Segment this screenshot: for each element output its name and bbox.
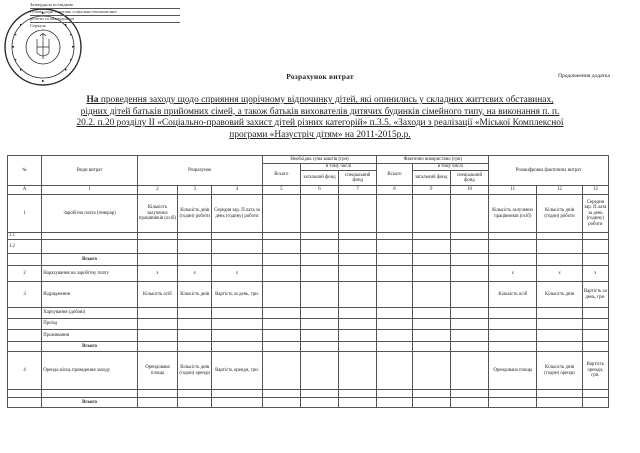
cell: [377, 342, 412, 352]
purpose-line-1: проведення заходу щодо сприяння щорічному відпочинку дітей, які опинились у складних життєвих обставинах,: [98, 95, 554, 105]
cell: [377, 254, 412, 266]
cell: [537, 308, 582, 319]
cell: [300, 308, 338, 319]
cell: [412, 308, 450, 319]
cell: [300, 254, 338, 266]
cell: [137, 233, 177, 240]
cell: [377, 233, 412, 240]
cell: [8, 342, 42, 352]
cell: [339, 330, 377, 342]
cell: [8, 330, 42, 342]
cell: [450, 266, 488, 282]
cell: [8, 319, 42, 330]
cell: [262, 308, 300, 319]
cell: [178, 342, 212, 352]
row2-x: х: [537, 266, 582, 282]
cell: [489, 330, 537, 342]
header-actual-special: спеціальний фонд: [450, 171, 488, 186]
col-number: 3: [178, 186, 212, 195]
row2-x: х: [137, 266, 177, 282]
row3-calc-cost: Вартість за день, грн.: [212, 282, 262, 308]
cell: [537, 319, 582, 330]
cell: [450, 233, 488, 240]
cell: [489, 254, 537, 266]
continuation-note: Продовження додатка: [557, 73, 610, 79]
cell: [582, 240, 608, 254]
col-number: 2: [137, 186, 177, 195]
cell: [178, 330, 212, 342]
row3-dec-cost: Вартість за день, грн.: [582, 282, 608, 308]
cell: [178, 308, 212, 319]
row1-dec-workers: Кількість залучених працівників (осіб): [489, 195, 537, 233]
total-label: Всього: [42, 342, 138, 352]
header-needed-general: загальний фонд: [300, 171, 338, 186]
cell: [300, 282, 338, 308]
cell: [300, 352, 338, 390]
cell: [262, 319, 300, 330]
row2-label: Нарахування на заробітну плату: [42, 266, 138, 282]
cell: [450, 254, 488, 266]
cell: [412, 240, 450, 254]
cell: [212, 342, 262, 352]
cell: [412, 398, 450, 408]
purpose-line-3: 20.2. п.20 розділу II «Соціально-правовий захист дітей різних категорій» п.3.5. «Заходи з реалізації «Міської Комплексної: [76, 118, 564, 128]
cell: [262, 254, 300, 266]
cell: [412, 330, 450, 342]
cell: [300, 195, 338, 233]
cell: [8, 390, 42, 398]
cell: [582, 319, 608, 330]
row3-dec-persons: Кількість осіб: [489, 282, 537, 308]
cell: [137, 390, 177, 398]
cell: [8, 254, 42, 266]
col-number: 12: [537, 186, 582, 195]
cell: [300, 266, 338, 282]
cell: [178, 398, 212, 408]
cell: [377, 390, 412, 398]
col-number: 9: [412, 186, 450, 195]
cell: [537, 240, 582, 254]
expense-table: [7, 155, 609, 408]
cell: [137, 254, 177, 266]
cell: [137, 308, 177, 319]
cell: [450, 342, 488, 352]
cell: [377, 330, 412, 342]
total-label: Всього: [42, 398, 138, 408]
cell: [450, 240, 488, 254]
cell: [377, 352, 412, 390]
approval-block: [30, 2, 180, 29]
header-decoding: Розшифровка фактичних витрат: [489, 156, 609, 186]
cell: [178, 254, 212, 266]
row3-calc-days: Кількість днів: [178, 282, 212, 308]
cell: [377, 282, 412, 308]
approval-line-2: Голова ради з питань соціально-економічної: [30, 9, 180, 16]
cell: [582, 330, 608, 342]
col-number: 5: [262, 186, 300, 195]
cell: [8, 308, 42, 319]
cell: [262, 195, 300, 233]
cell: [212, 398, 262, 408]
cell: [212, 254, 262, 266]
row4-label: Оренда місць проведення заходу: [42, 352, 138, 390]
cell: [339, 308, 377, 319]
cell: [537, 233, 582, 240]
row4-dec-area: Орендована площа: [489, 352, 537, 390]
cell: [212, 240, 262, 254]
cell: [412, 390, 450, 398]
header-actual-of-which: в тому числі: [412, 164, 488, 171]
cell: [450, 282, 488, 308]
cell: [450, 398, 488, 408]
cell: [137, 398, 177, 408]
cell: [582, 390, 608, 398]
cell: [450, 195, 488, 233]
row1-calc-wage: Середня зар. П.лата за день (годину) роботи: [212, 195, 262, 233]
row3-sub-meals: Харчування (добові): [42, 308, 138, 319]
cell: [262, 330, 300, 342]
header-needed-of-which: в тому числі: [300, 164, 377, 171]
header-types: Види витрат: [42, 156, 138, 186]
cell: [137, 330, 177, 342]
cell: [537, 254, 582, 266]
cell: [300, 233, 338, 240]
row2-no: 2: [8, 266, 42, 282]
sub-row-number: 1.1: [8, 233, 42, 240]
col-number: 8: [377, 186, 412, 195]
cell: [450, 352, 488, 390]
approval-line-4: Серкуль: [30, 23, 47, 28]
cell: [300, 319, 338, 330]
row1-dec-days: Кількість днів (годин) роботи: [537, 195, 582, 233]
cell: [262, 240, 300, 254]
cell: [450, 330, 488, 342]
cell: [137, 319, 177, 330]
cell: [339, 398, 377, 408]
purpose-paragraph: [20, 95, 620, 141]
cell: [377, 240, 412, 254]
cell: [412, 233, 450, 240]
cell: [489, 398, 537, 408]
row3-sub-lodging: Проживання: [42, 330, 138, 342]
row3-no: 3: [8, 282, 42, 308]
row4-dec-days: Кількість днів (годин) оренди: [537, 352, 582, 390]
row4-dec-cost: Вартість оренди, грн.: [582, 352, 608, 390]
sub-row-number: 1.2: [8, 240, 42, 254]
cell: [377, 266, 412, 282]
cell: [262, 266, 300, 282]
cell: [212, 330, 262, 342]
cell: [300, 398, 338, 408]
cell: [300, 342, 338, 352]
purpose-line-2: рідних дітей батьків прийомних сімей, а також батьків вихователів дитячих будинків сімейного типу, на виконання п. п.: [80, 106, 560, 117]
header-actual-total: Всього: [377, 164, 412, 186]
header-calc: Розрахунок: [137, 156, 262, 186]
cell: [489, 308, 537, 319]
cell: [377, 308, 412, 319]
row2-x: х: [178, 266, 212, 282]
cell: [42, 390, 138, 398]
cell: [212, 319, 262, 330]
row1-calc-days: Кількість днів (годин) роботи: [178, 195, 212, 233]
row3-dec-days: Кількість днів: [537, 282, 582, 308]
cell: [450, 319, 488, 330]
cell: [412, 352, 450, 390]
row4-calc-cost: Вартість оренди, грн.: [212, 352, 262, 390]
cell: [412, 266, 450, 282]
col-number: 7: [339, 186, 377, 195]
row1-label: Заробітна плата (генерар): [42, 195, 138, 233]
cell: [582, 254, 608, 266]
header-actual-general: загальний фонд: [412, 171, 450, 186]
cell: [178, 240, 212, 254]
cell: [262, 390, 300, 398]
cell: [582, 342, 608, 352]
header-needed: Необхідна сума коштів (грн): [262, 156, 377, 164]
cell: [412, 195, 450, 233]
cell: [262, 342, 300, 352]
cell: [377, 319, 412, 330]
header-needed-special: спеціальний фонд: [339, 171, 377, 186]
col-number: 10: [450, 186, 488, 195]
col-number: 6: [300, 186, 338, 195]
col-number: А: [8, 186, 42, 195]
cell: [412, 254, 450, 266]
row3-label: Відрядження: [42, 282, 138, 308]
row2-x: х: [582, 266, 608, 282]
cell: [489, 240, 537, 254]
cell: [537, 390, 582, 398]
cell: [178, 390, 212, 398]
row4-no: 4: [8, 352, 42, 390]
cell: [450, 390, 488, 398]
cell: [212, 308, 262, 319]
cell: [262, 398, 300, 408]
cell: [339, 266, 377, 282]
cell: [300, 240, 338, 254]
row1-no: 1: [8, 195, 42, 233]
cell: [8, 398, 42, 408]
row3-calc-persons: Кількість осіб: [137, 282, 177, 308]
cell: [42, 233, 138, 240]
header-actual: Фактично використано (грн): [377, 156, 489, 164]
cell: [339, 352, 377, 390]
cell: [412, 342, 450, 352]
cell: [212, 390, 262, 398]
cell: [178, 319, 212, 330]
approval-line-1: Затвердила посвідкою: [30, 2, 180, 9]
row1-dec-wage: Середня зар. П.лата за день (годину) роботи: [582, 195, 608, 233]
cell: [377, 398, 412, 408]
header-no: №: [8, 156, 42, 186]
cell: [489, 390, 537, 398]
document-title: Розрахунок витрат: [286, 72, 354, 81]
cell: [339, 319, 377, 330]
cell: [537, 342, 582, 352]
total-label: Всього: [42, 254, 138, 266]
cell: [489, 319, 537, 330]
purpose-lead: На: [86, 95, 99, 105]
purpose-line-4: програми «Назустріч дітям» на 2011-2015р.р.: [229, 129, 411, 140]
cell: [300, 390, 338, 398]
col-number: 11: [489, 186, 537, 195]
cell: [300, 330, 338, 342]
col-number: 13: [582, 186, 608, 195]
cell: [537, 330, 582, 342]
col-number: 1: [42, 186, 138, 195]
cell: [212, 233, 262, 240]
row2-x: х: [489, 266, 537, 282]
cell: [450, 308, 488, 319]
cell: [262, 352, 300, 390]
cell: [339, 195, 377, 233]
header-needed-total: Всього: [262, 164, 300, 186]
cell: [339, 282, 377, 308]
cell: [412, 319, 450, 330]
cell: [339, 254, 377, 266]
cell: [339, 233, 377, 240]
cell: [339, 390, 377, 398]
cell: [582, 308, 608, 319]
cell: [377, 195, 412, 233]
row1-calc-workers: Кількість залучених працівників (осіб): [137, 195, 177, 233]
cell: [582, 398, 608, 408]
cell: [42, 240, 138, 254]
cell: [339, 342, 377, 352]
row2-x: х: [212, 266, 262, 282]
cell: [412, 282, 450, 308]
cell: [339, 240, 377, 254]
row4-calc-area: Орендована площа: [137, 352, 177, 390]
cell: [537, 398, 582, 408]
cell: [178, 233, 212, 240]
cell: [262, 282, 300, 308]
cell: [582, 233, 608, 240]
col-number: 4: [212, 186, 262, 195]
cell: [137, 240, 177, 254]
row4-calc-days: Кількість днів (годин) оренди: [178, 352, 212, 390]
cell: [489, 233, 537, 240]
cell: [489, 342, 537, 352]
row3-sub-travel: Проїзд: [42, 319, 138, 330]
cell: [262, 233, 300, 240]
cell: [137, 342, 177, 352]
approval-line-3: роботи та міжвідомчої: [30, 16, 180, 23]
